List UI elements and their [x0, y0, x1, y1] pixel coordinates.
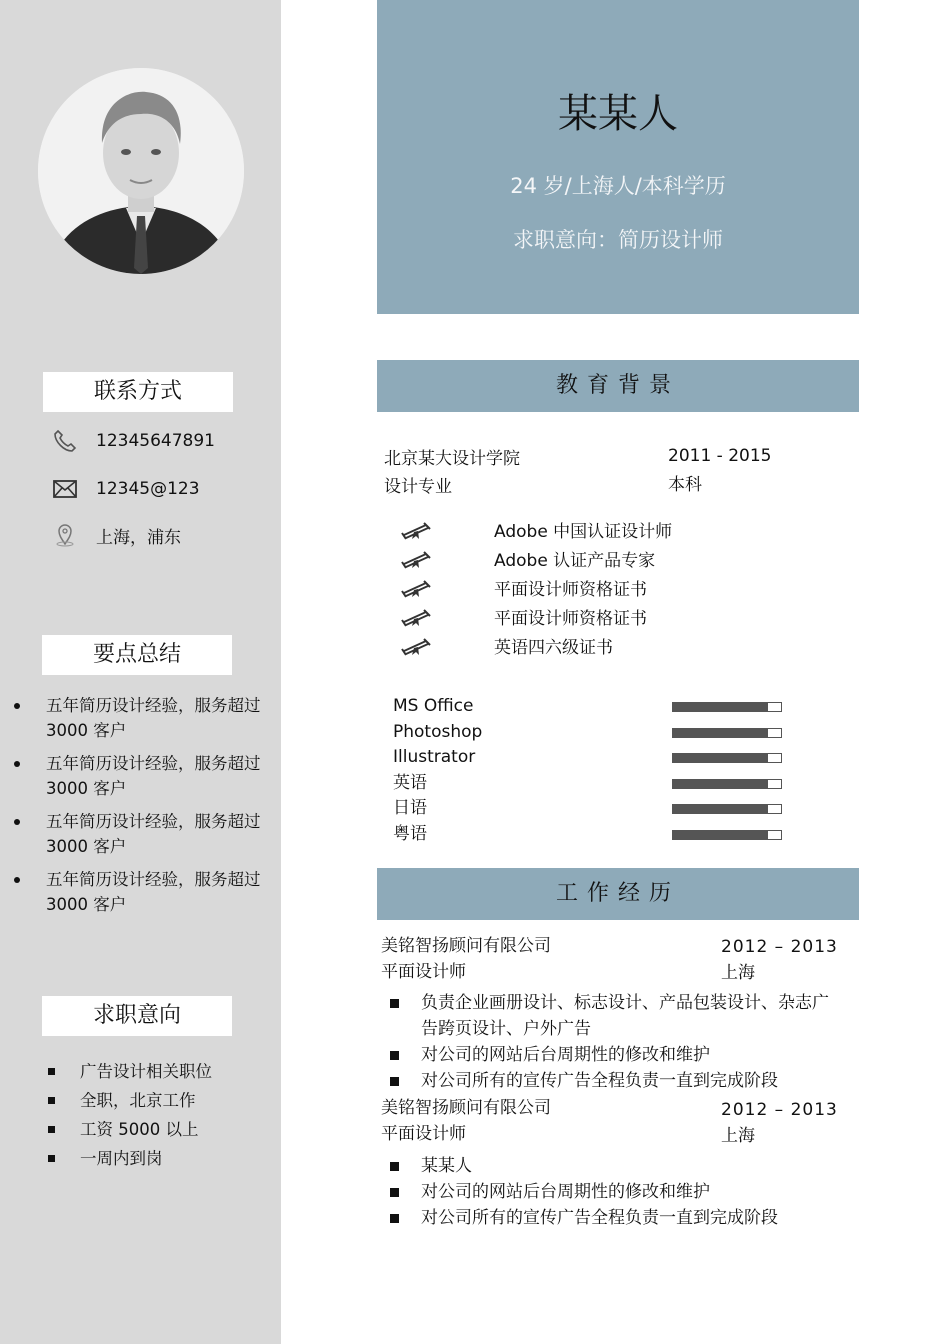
certificate-scroll-icon — [400, 578, 434, 598]
skill-level-bar — [672, 830, 782, 840]
bullet-square — [390, 999, 399, 1008]
school-name: 北京某大设计学院 — [384, 449, 520, 469]
skill-level-fill — [673, 805, 768, 813]
work-heading: 工作经历 — [377, 868, 859, 920]
skill-name: 日语 — [393, 798, 427, 819]
intent-item-text: 一周内到岗 — [80, 1149, 163, 1168]
bullet-dot — [14, 703, 20, 709]
intent-item-text: 全职，北京工作 — [80, 1091, 196, 1110]
bullet-square — [48, 1155, 55, 1162]
duty-text: 对公司所有的宣传广告全程负责一直到完成阶段 — [421, 1071, 778, 1091]
summary-list — [10, 693, 268, 925]
job-company: 美铭智扬顾问有限公司 — [381, 1098, 551, 1118]
job-duties — [388, 990, 838, 1094]
duty-text: 对公司的网站后台周期性的修改和维护 — [421, 1182, 710, 1202]
certificate-text: Adobe 认证产品专家 — [494, 551, 656, 571]
job-title: 平面设计师 — [381, 962, 466, 982]
duty-text: 负责企业画册设计、标志设计、产品包装设计、杂志广告跨页设计、户外广告 — [421, 993, 829, 1039]
bullet-square — [390, 1051, 399, 1060]
basic-info: 24 岁/上海人/本科学历 — [510, 174, 726, 198]
job-location: 上海 — [721, 1126, 755, 1146]
duty-text: 对公司的网站后台周期性的修改和维护 — [421, 1045, 710, 1065]
bullet-square — [390, 1077, 399, 1086]
skill-level-bar — [672, 779, 782, 789]
bullet-dot — [14, 819, 20, 825]
skill-name: Illustrator — [393, 747, 476, 768]
job-location: 上海 — [721, 963, 755, 983]
certificate-item — [400, 633, 613, 658]
job-intent-line: 求职意向：简历设计师 — [513, 228, 723, 252]
summary-item — [10, 751, 268, 801]
skill-level-fill — [673, 729, 768, 737]
job-period: 2012 – 2013 — [721, 1100, 838, 1120]
skill-level-fill — [673, 703, 768, 711]
certificate-scroll-icon — [400, 607, 434, 627]
job-duties — [388, 1153, 838, 1231]
duty-item — [388, 1205, 838, 1231]
bullet-square — [48, 1097, 55, 1104]
skill-name: Photoshop — [393, 721, 483, 742]
skill-level-bar — [672, 728, 782, 738]
intent-item — [46, 1057, 212, 1086]
skill-name: 粤语 — [393, 824, 427, 844]
intent-list — [46, 1057, 212, 1173]
certificate-item — [400, 604, 647, 629]
intent-item-text: 工资 5000 以上 — [80, 1120, 199, 1139]
skill-name: MS Office — [393, 696, 474, 716]
certificate-item — [400, 575, 647, 600]
summary-item-text: 五年简历设计经验，服务超过 3000 客户 — [46, 696, 261, 740]
certificate-scroll-icon — [400, 520, 434, 540]
job-period: 2012 – 2013 — [721, 937, 838, 957]
contact-location — [52, 522, 181, 548]
contact-phone — [52, 428, 215, 454]
duty-item — [388, 1068, 838, 1094]
skill-level-bar — [672, 753, 782, 763]
summary-item — [10, 693, 268, 743]
certificate-scroll-icon — [400, 636, 434, 656]
intent-item — [46, 1144, 212, 1173]
bullet-square — [48, 1126, 55, 1133]
duty-item — [388, 1042, 838, 1068]
contact-email-text: 12345@123 — [96, 479, 200, 499]
certificate-text: 英语四六级证书 — [494, 638, 613, 658]
phone-icon — [52, 428, 78, 454]
duty-item — [388, 1179, 838, 1205]
intent-heading: 求职意向 — [42, 996, 232, 1036]
contact-location-text: 上海，浦东 — [96, 527, 181, 548]
intent-item — [46, 1086, 212, 1115]
skill-name: 英语 — [393, 772, 427, 793]
duty-text: 对公司所有的宣传广告全程负责一直到完成阶段 — [421, 1208, 778, 1228]
certificate-scroll-icon — [400, 549, 434, 569]
certificate-text: 平面设计师资格证书 — [494, 609, 647, 629]
major: 设计专业 — [384, 477, 452, 497]
contact-heading: 联系方式 — [43, 372, 233, 412]
duty-item — [388, 1153, 838, 1179]
summary-item-text: 五年简历设计经验，服务超过 3000 客户 — [46, 754, 261, 798]
duty-text: 某某人 — [421, 1156, 472, 1176]
intent-item — [46, 1115, 212, 1144]
skill-level-fill — [673, 780, 768, 788]
location-icon — [52, 522, 78, 548]
bullet-dot — [14, 761, 20, 767]
education-period: 2011 - 2015 — [668, 446, 772, 466]
summary-item-text: 五年简历设计经验，服务超过 3000 客户 — [46, 870, 261, 914]
skill-level-fill — [673, 754, 768, 762]
mail-icon — [52, 476, 78, 502]
certificate-text: Adobe 中国认证设计师 — [494, 522, 673, 542]
contact-phone-text: 12345647891 — [96, 431, 215, 451]
certificate-text: 平面设计师资格证书 — [494, 580, 647, 600]
summary-item — [10, 809, 268, 859]
certificate-item — [400, 517, 672, 542]
skill-level-bar — [672, 804, 782, 814]
skill-level-bar — [672, 702, 782, 712]
skill-level-fill — [673, 831, 768, 839]
job-title: 平面设计师 — [381, 1124, 466, 1144]
summary-heading: 要点总结 — [42, 635, 232, 675]
contact-email — [52, 476, 200, 502]
summary-item — [10, 867, 268, 917]
bullet-dot — [14, 877, 20, 883]
header-box — [377, 0, 859, 314]
job-company: 美铭智扬顾问有限公司 — [381, 936, 551, 956]
bullet-square — [390, 1162, 399, 1171]
bullet-square — [48, 1068, 55, 1075]
bullet-square — [390, 1188, 399, 1197]
degree: 本科 — [668, 475, 702, 495]
person-name: 某某人 — [558, 91, 678, 137]
certificate-item — [400, 546, 655, 571]
intent-item-text: 广告设计相关职位 — [80, 1062, 212, 1081]
bullet-square — [390, 1214, 399, 1223]
duty-item — [388, 990, 838, 1042]
summary-item-text: 五年简历设计经验，服务超过 3000 客户 — [46, 812, 261, 856]
education-heading: 教育背景 — [377, 360, 859, 412]
profile-photo — [38, 68, 244, 274]
